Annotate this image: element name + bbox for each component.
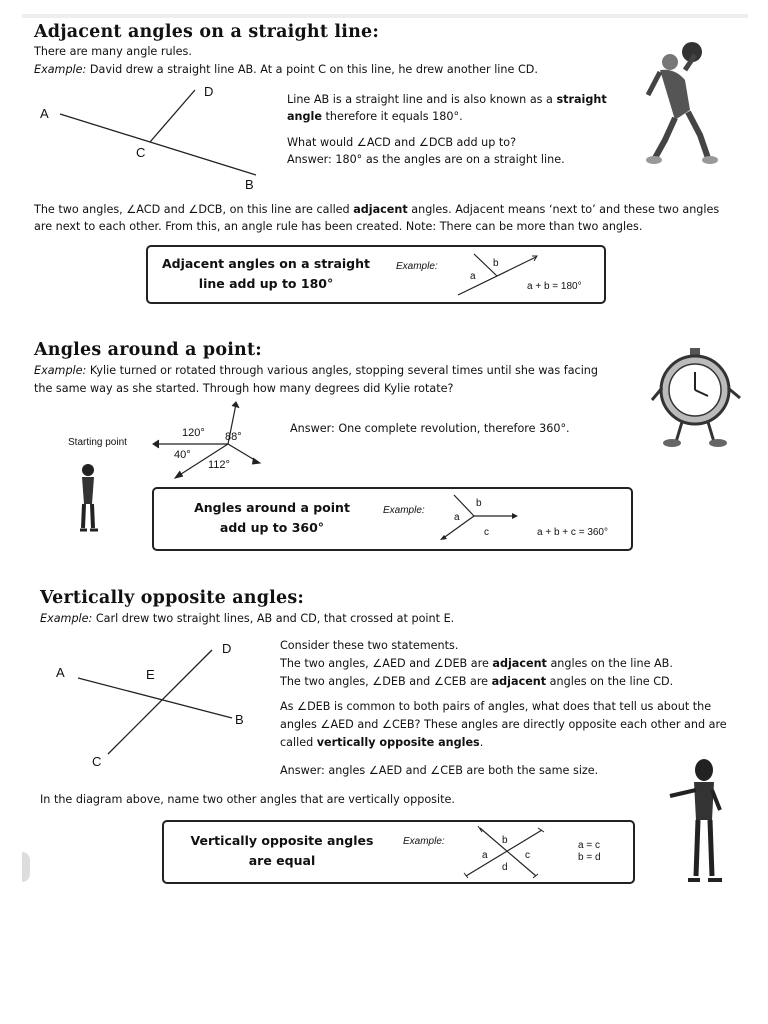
- common-text-2: angles ∠AED and ∠CEB? These angles are directly opposite each other and are: [280, 718, 727, 731]
- rule-3-equation-1: a = c: [578, 840, 600, 851]
- example-line-3: [40, 610, 454, 627]
- stmt-1-c: angles on the line AB.: [546, 657, 673, 670]
- crossing-lines-diagram: [60, 640, 260, 770]
- rule-3-equation-2: b = d: [578, 852, 601, 863]
- angle-120: 120°: [182, 427, 205, 439]
- example-text-2a: Kylie turned or rotated through various angles, stopping several times until she was facing: [89, 364, 598, 377]
- example-label-2: Example:: [34, 364, 87, 377]
- angle-88: 88°: [225, 431, 242, 443]
- stmt-1-b: adjacent: [492, 657, 547, 670]
- stmt-2-c: angles on the line CD.: [546, 675, 674, 688]
- rule-2-angle-a: a: [454, 512, 460, 523]
- straight-line-explanation-2: [287, 108, 463, 125]
- rule-equation: a + b = 180°: [527, 281, 582, 292]
- common-3-b: vertically opposite angles: [316, 736, 480, 749]
- point-c-label: C: [136, 145, 146, 160]
- example-line-2: [34, 362, 598, 379]
- rule-2-angle-c: c: [484, 527, 489, 538]
- section-title-point: Angles around a point:: [34, 340, 262, 360]
- clock-character-illustration: [652, 348, 742, 448]
- rule-box-adjacent: [146, 245, 606, 304]
- stmt-1-a: The two angles, ∠AED and ∠DEB are: [280, 657, 493, 670]
- explanation-bold-2: angle: [287, 110, 322, 123]
- example-line-2b: the same way as she started. Through how many degrees did Kylie rotate?: [34, 382, 454, 395]
- example-text-3: Carl drew two straight lines, AB and CD, that crossed at point E.: [95, 612, 455, 625]
- rule-3-line-2: are equal: [248, 853, 316, 868]
- point-d-label-3: D: [222, 641, 232, 656]
- rule-2-angle-b: b: [476, 498, 482, 509]
- para-bold: adjacent: [353, 203, 408, 216]
- rule-3-angle-b: b: [502, 835, 508, 846]
- pointing-person-illustration: [668, 758, 728, 888]
- answer-text-2: Answer: One complete revolution, therefore 360°.: [290, 422, 570, 435]
- rule-angle-b: b: [493, 258, 499, 269]
- rule-line-1: Adjacent angles on a straight: [161, 256, 371, 271]
- para-text-a: The two angles, ∠ACD and ∠DCB, on this line are called: [34, 203, 354, 216]
- intro-text: There are many angle rules.: [34, 45, 192, 58]
- example-label-3: Example:: [40, 612, 93, 625]
- stmt-2-a: The two angles, ∠DEB and ∠CEB are: [280, 675, 492, 688]
- standing-person-icon: [74, 462, 104, 542]
- point-e-label-3: E: [146, 667, 155, 682]
- straight-line-diagram: [30, 82, 270, 192]
- rule-2-line-1: Angles around a point: [194, 500, 350, 515]
- point-a-label-3: A: [56, 665, 65, 680]
- rule-statement-3: [172, 831, 392, 871]
- rule-3-line-1: Vertically opposite angles: [190, 833, 374, 848]
- section-title-vertical: Vertically opposite angles:: [40, 588, 305, 608]
- example-text: David drew a straight line AB. At a point C on this line, he drew another line CD.: [89, 63, 538, 76]
- rule-2-line-2: add up to 360°: [219, 520, 325, 535]
- rotation-diagram: [150, 400, 280, 490]
- rule-2-equation: a + b + c = 360°: [537, 527, 608, 538]
- common-text-3: [280, 734, 483, 751]
- point-a-label: A: [40, 106, 49, 121]
- top-divider: [22, 14, 748, 18]
- starting-point-label: Starting point: [68, 437, 127, 448]
- common-text-1: As ∠DEB is common to both pairs of angles, what does that tell us about the: [280, 700, 712, 713]
- page-edge-tab: [22, 852, 30, 882]
- point-b-label: B: [245, 177, 254, 192]
- rule-2-example-label: Example:: [383, 505, 425, 516]
- question-text: What would ∠ACD and ∠DCB add up to?: [287, 136, 517, 149]
- consider-text: Consider these two statements.: [280, 639, 459, 652]
- angle-40: 40°: [174, 449, 191, 461]
- rule-3-angle-d: d: [502, 862, 508, 873]
- angle-112: 112°: [208, 459, 230, 471]
- rule-3-example-label: Example:: [403, 836, 445, 847]
- para-text-c: angles. Adjacent means ‘next to’ and these two angles: [407, 203, 720, 216]
- stmt-2-b: adjacent: [491, 675, 547, 688]
- section-title-adjacent: Adjacent angles on a straight line:: [34, 22, 380, 42]
- point-d-label: D: [204, 84, 214, 99]
- statement-1: [280, 655, 673, 672]
- adjacent-paragraph-2: are next to each other. From this, an angle rule has been created. Note: There can be more than two angles.: [34, 220, 643, 233]
- common-3-c: .: [479, 736, 484, 749]
- explanation-text-2: therefore it equals 180°.: [321, 110, 463, 123]
- example-line: [34, 61, 538, 78]
- adjacent-paragraph-1: [34, 201, 719, 218]
- answer-text: Answer: 180° as the angles are on a straight line.: [287, 153, 565, 166]
- task-text: In the diagram above, name two other angles that are vertically opposite.: [40, 793, 455, 806]
- rule-angle-a: a: [470, 271, 476, 282]
- explanation-bold: straight: [556, 93, 607, 106]
- rule-3-angle-a: a: [482, 850, 488, 861]
- rule-example-label: Example:: [396, 261, 438, 272]
- statement-2: [280, 673, 673, 690]
- example-label: Example:: [34, 63, 87, 76]
- straight-line-explanation-1: [287, 91, 607, 108]
- answer-text-3: Answer: angles ∠AED and ∠CEB are both the same size.: [280, 764, 599, 777]
- rule-statement: [154, 254, 378, 294]
- explanation-text: Line AB is a straight line and is also known as a: [287, 93, 557, 106]
- rule-line-2: line add up to 180°: [198, 276, 334, 291]
- rule-box-vertical: [162, 820, 635, 884]
- common-3-a: called: [280, 736, 317, 749]
- point-b-label-3: B: [235, 712, 244, 727]
- rule-box-point: [152, 487, 633, 551]
- rule-3-angle-c: c: [525, 850, 530, 861]
- point-c-label-3: C: [92, 754, 102, 769]
- rule-statement-2: [162, 498, 382, 538]
- basketball-player-illustration: [630, 40, 725, 170]
